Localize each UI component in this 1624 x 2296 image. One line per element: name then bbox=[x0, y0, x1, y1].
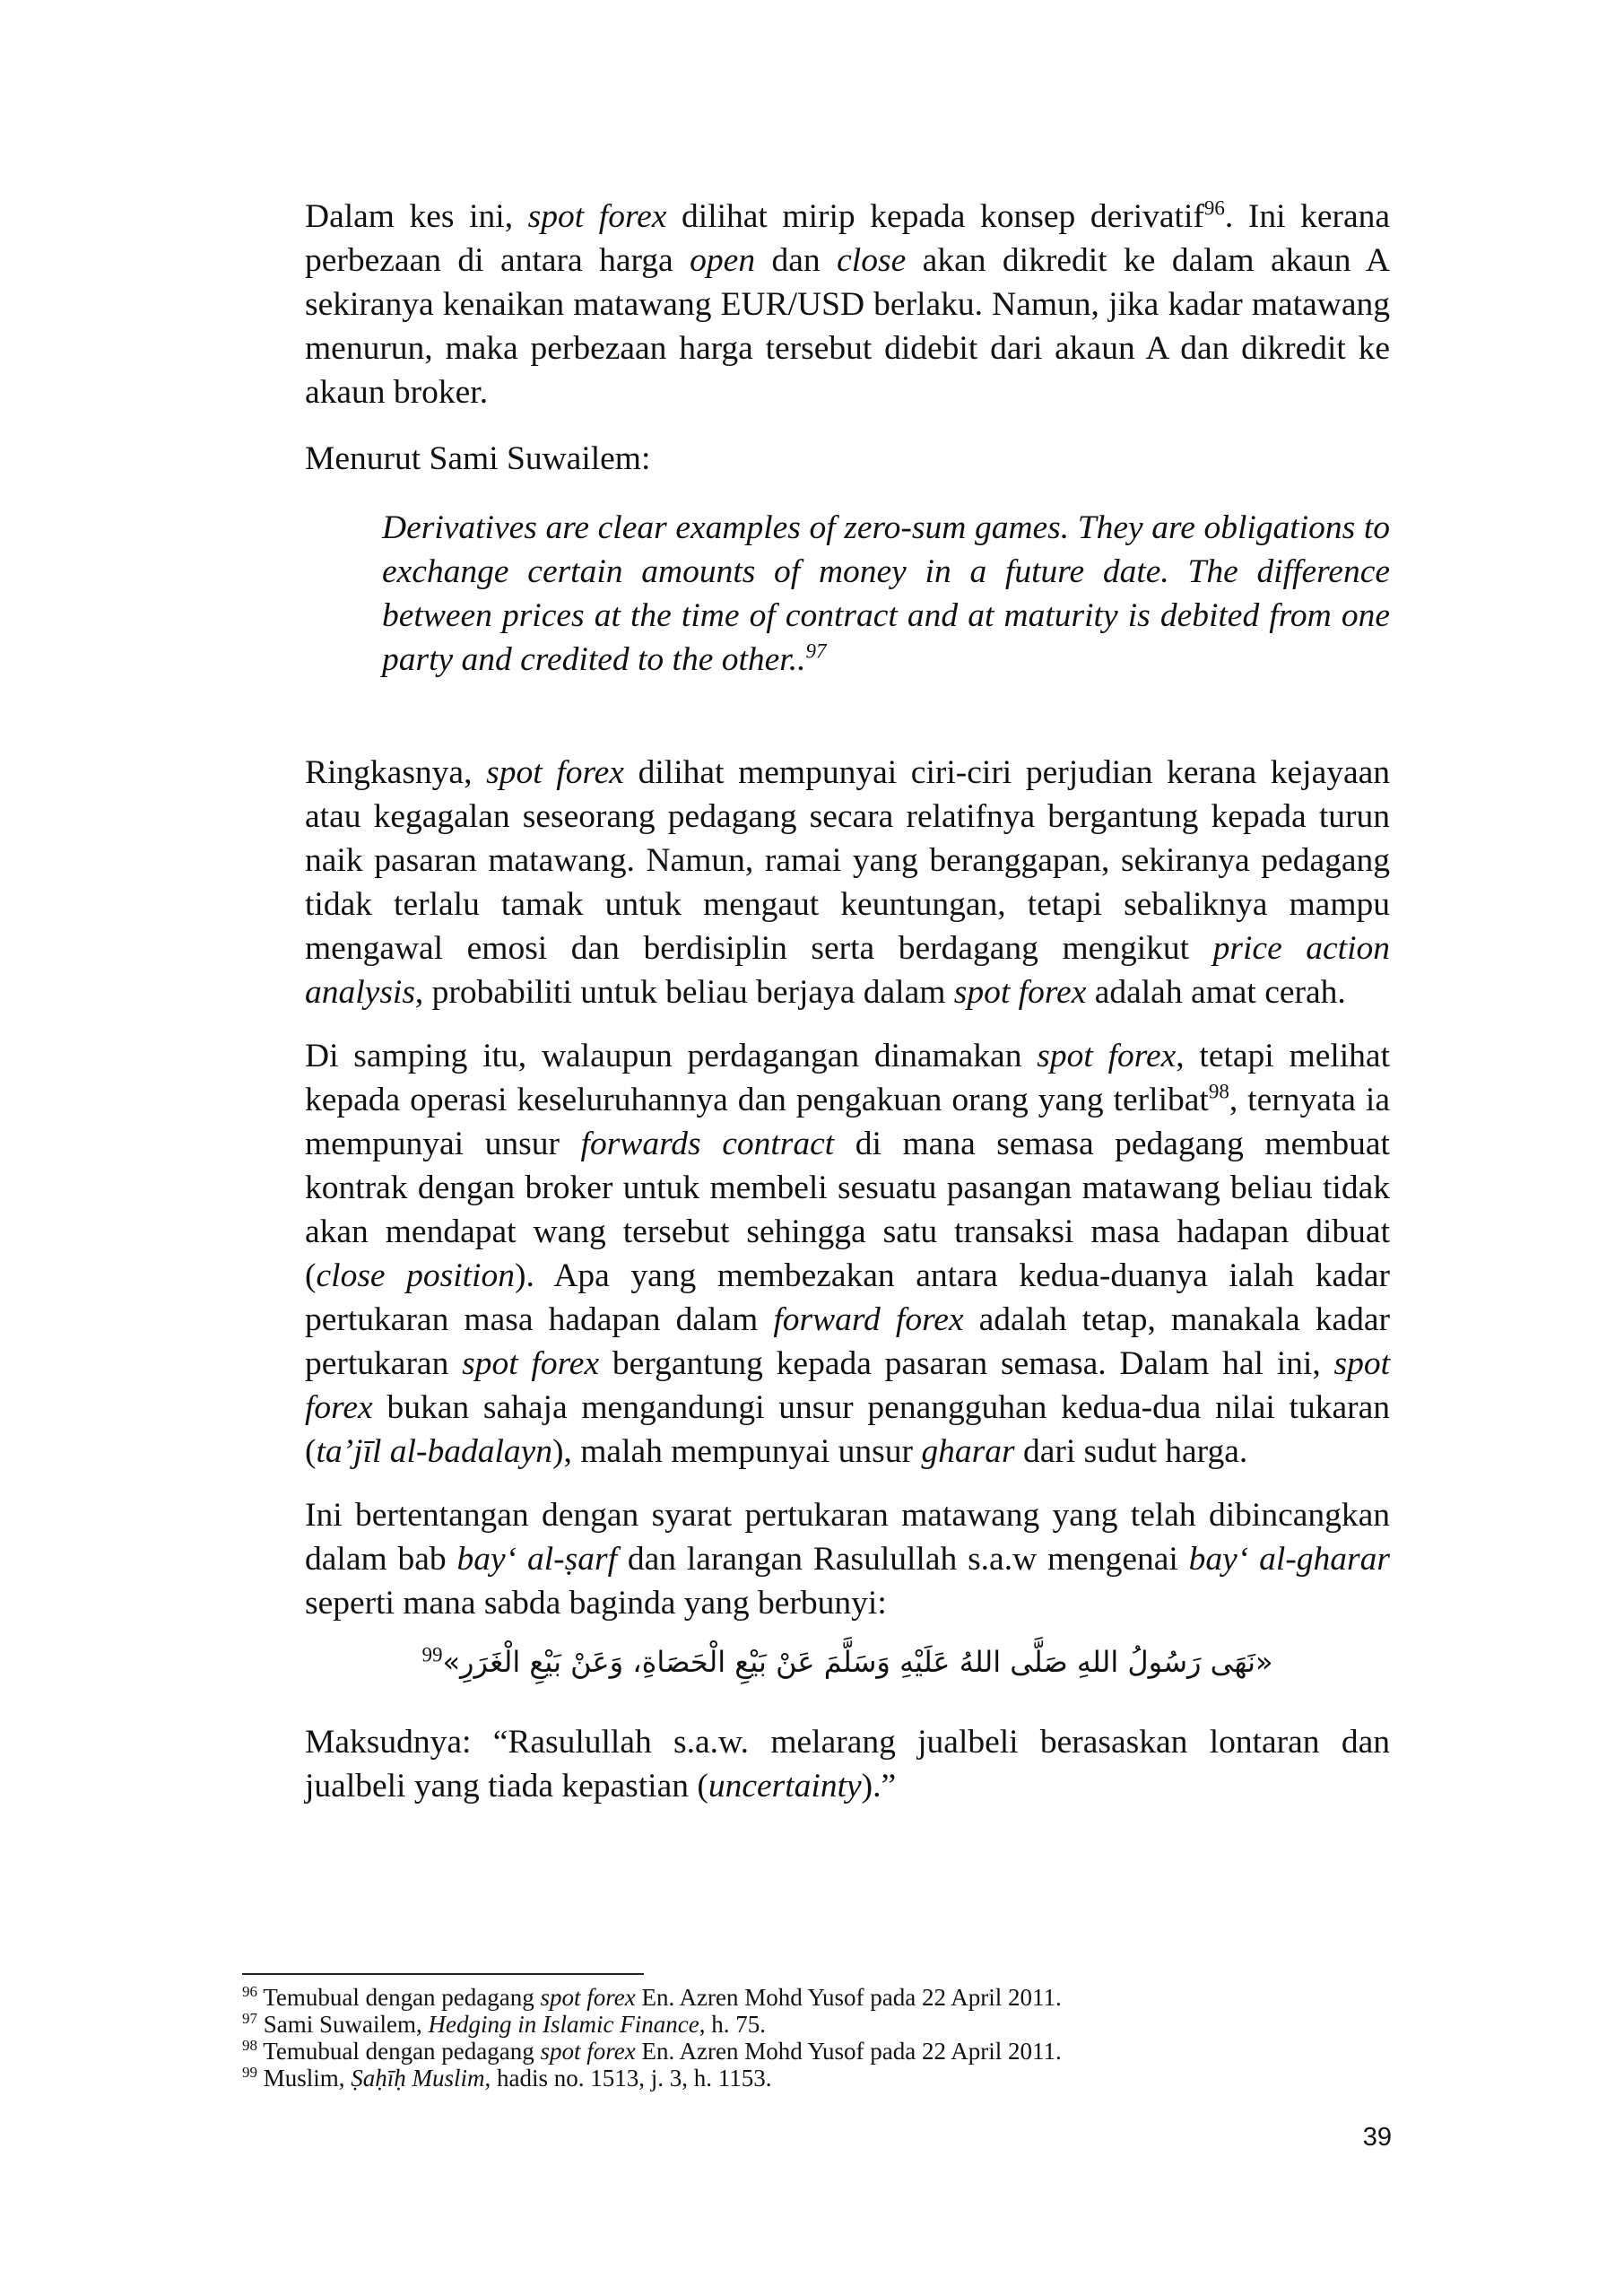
italic-term: spot forex bbox=[1037, 1038, 1177, 1074]
text-run: seperti mana sabda baginda yang berbunyi: bbox=[305, 1585, 887, 1622]
text-run: Di samping itu, walaupun perdagangan dinamakan bbox=[305, 1038, 1038, 1074]
text-run: . Ini kerana perbezaan di antara harga bbox=[305, 198, 1390, 279]
footnote-96 bbox=[242, 1984, 1390, 2011]
text-run: En. Azren Mohd Yusof pada 22 April 2011. bbox=[635, 1984, 1062, 2011]
footnote-98 bbox=[242, 2038, 1390, 2065]
italic-term: forward forex bbox=[773, 1301, 964, 1338]
paragraph-ringkasnya bbox=[305, 751, 1390, 1014]
text-run: Menurut Sami Suwailem: bbox=[305, 440, 651, 477]
italic-term: open bbox=[690, 242, 756, 279]
italic-term: spot forex bbox=[540, 2038, 636, 2065]
text-run: Dalam kes ini, bbox=[305, 198, 528, 235]
footnote-99 bbox=[242, 2065, 1390, 2092]
italic-term: spot forex bbox=[540, 1984, 636, 2011]
hadith-arabic bbox=[305, 1639, 1390, 1684]
text-run: , h. 75. bbox=[699, 2011, 766, 2038]
text-run: bukan sahaja mengandungi unsur penangguhan kedua-dua nilai tukaran ( bbox=[305, 1389, 1390, 1470]
text-run: ).” bbox=[861, 1768, 897, 1805]
italic-term: spot forex bbox=[527, 198, 667, 235]
page-number: 39 bbox=[1362, 2123, 1392, 2152]
italic-term: forwards contract bbox=[580, 1126, 835, 1162]
footnote-ref-98: 98 bbox=[1208, 1080, 1229, 1103]
italic-term: ta’jīl al-badalayn bbox=[316, 1433, 553, 1470]
footnote-97 bbox=[242, 2011, 1390, 2038]
text-run: Temubual dengan pedagang bbox=[263, 1984, 541, 2011]
text-run: adalah amat cerah. bbox=[1086, 974, 1346, 1011]
text-run: , ternyata ia mempunyai unsur bbox=[305, 1082, 1390, 1162]
text-run: akan dikredit ke dalam akaun A sekiranya kenaikan matawang EUR/USD berlaku. Namun, jika kadar matawang menurun, maka perbezaan harga tersebut didebit dari akaun A dan dikredit ke akaun broker. bbox=[305, 242, 1390, 411]
text-run: dilihat mirip kepada konsep derivatif bbox=[666, 198, 1204, 235]
text-run: dilihat mempunyai ciri-ciri perjudian kerana kejayaan atau kegagalan seseorang pedagang secara relatifnya bergantung kepada turun naik pasaran matawang. Namun, ramai yang beranggapan, sekiranya pedagang tidak terlalu tamak untuk mengaut keuntungan, tetapi sebaliknya mampu mengawal emosi dan berdisiplin serta berdagang mengikut bbox=[305, 754, 1390, 967]
text-run: dari sudut harga. bbox=[1014, 1433, 1248, 1470]
text-run: , tetapi melihat kepada operasi keseluruhannya dan pengakuan orang yang terlibat bbox=[305, 1038, 1390, 1118]
italic-term: bay‘ al-gharar bbox=[1188, 1541, 1390, 1578]
footnotes bbox=[242, 1984, 1390, 2092]
footnote-ref-96: 96 bbox=[1203, 196, 1225, 220]
text-run: adalah tetap, manakala kadar pertukaran bbox=[305, 1301, 1390, 1382]
text-run: Maksudnya: “Rasulullah s.a.w. melarang jualbeli berasaskan lontaran dan jualbeli yang tiada kepastian ( bbox=[305, 1724, 1390, 1805]
text-run: dan bbox=[755, 242, 838, 279]
footnote-number: 97 bbox=[242, 2010, 257, 2027]
block-quote bbox=[382, 506, 1390, 682]
footnote-ref-99: 99 bbox=[421, 1643, 443, 1666]
text-run: , hadis no. 1513, j. 3, h. 1153. bbox=[484, 2065, 772, 2092]
paragraph-ini-bertentangan bbox=[305, 1493, 1390, 1625]
italic-term: bay‘ al-ṣarf bbox=[456, 1541, 618, 1578]
text-run: dan larangan Rasulullah s.a.w mengenai bbox=[617, 1541, 1189, 1578]
italic-term: spot forex bbox=[953, 974, 1087, 1011]
footnote-number: 96 bbox=[242, 1983, 257, 2000]
text-run: Ini bertentangan dengan syarat pertukaran matawang yang telah dibincangkan dalam bab bbox=[305, 1497, 1390, 1578]
italic-term: Hedging in Islamic Finance bbox=[428, 2011, 699, 2038]
text-run: bergantung kepada pasaran semasa. Dalam hal ini, bbox=[599, 1345, 1334, 1382]
paragraph-menurut bbox=[305, 437, 1390, 481]
italic-term: spot forex bbox=[462, 1345, 600, 1382]
text-run: Temubual dengan pedagang bbox=[263, 2038, 541, 2065]
hadith-text: «نَهَى رَسُولُ اللهِ صَلَّى اللهُ عَلَيْهِ وَسَلَّمَ عَنْ بَيْعِ الْحَصَاةِ، وَعَنْ بَيْعِ الْغَرَرِ» bbox=[442, 1645, 1273, 1679]
text-run: Muslim, bbox=[263, 2065, 352, 2092]
paragraph-spot-forex-derivative bbox=[305, 195, 1390, 414]
text-run: ). Apa yang membezakan antara kedua-duanya ialah kadar pertukaran masa hadapan dalam bbox=[305, 1257, 1391, 1338]
footnote-number: 98 bbox=[242, 2037, 257, 2054]
italic-term: close bbox=[837, 242, 907, 279]
italic-term: close position bbox=[316, 1257, 515, 1294]
paragraph-maksudnya bbox=[305, 1720, 1390, 1808]
text-run: di mana semasa pedagang membuat kontrak dengan broker untuk membeli sesuatu pasangan matawang beliau tidak akan mendapat wang tersebut sehingga satu transaksi masa hadapan dibuat ( bbox=[305, 1126, 1390, 1294]
footnote-separator bbox=[242, 1973, 644, 1975]
italic-term: Ṣaḥīḥ Muslim bbox=[351, 2065, 485, 2092]
text-run: ), malah mempunyai unsur bbox=[552, 1433, 922, 1470]
text-run: Ringkasnya, bbox=[305, 754, 487, 791]
italic-term: price action analysis bbox=[305, 930, 1390, 1011]
paragraph-di-samping bbox=[305, 1034, 1390, 1474]
text-run: En. Azren Mohd Yusof pada 22 April 2011. bbox=[635, 2038, 1062, 2065]
text-run: Sami Suwailem, bbox=[263, 2011, 429, 2038]
italic-term: gharar bbox=[921, 1433, 1015, 1470]
italic-term: spot forex bbox=[486, 754, 624, 791]
italic-term: uncertainty bbox=[708, 1768, 862, 1805]
footnote-ref-97: 97 bbox=[805, 639, 827, 663]
text-run: , probabiliti untuk beliau berjaya dalam bbox=[414, 974, 954, 1011]
footnote-number: 99 bbox=[242, 2064, 257, 2081]
quote-text: Derivatives are clear examples of zero-sum games. They are obligations to exchange certain amounts of money in a future date. The difference between prices at the time of contract and at maturity is debited from one party and credited to the other.. bbox=[382, 509, 1390, 678]
italic-term: spot forex bbox=[305, 1345, 1391, 1426]
